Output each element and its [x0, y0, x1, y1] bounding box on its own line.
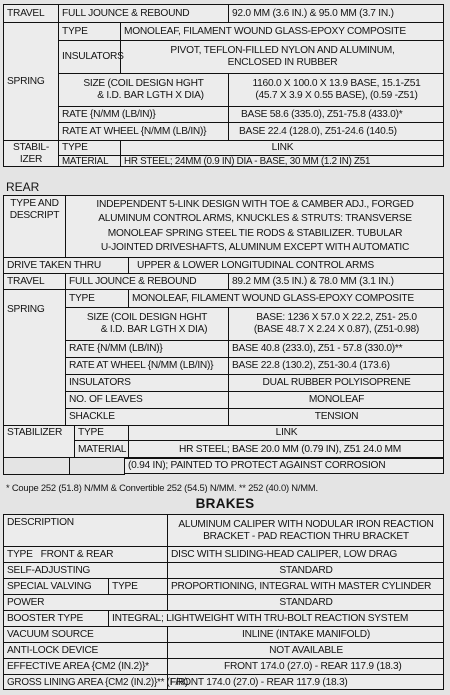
rear-travel-label: TRAVEL: [3, 273, 65, 289]
brakes-valving-label: SPECIAL VALVING: [3, 578, 108, 594]
brakes-power-label: POWER: [3, 594, 167, 610]
front-size-label-line2: & I.D. BAR LGTH X DIA): [97, 90, 204, 101]
front-insulators-line2: ENCLOSED IN RUBBER: [227, 57, 338, 68]
front-travel-value: 92.0 MM (3.6 IN.) & 95.0 MM (3.7 IN.): [228, 4, 444, 22]
rear-travel-value: 89.2 MM (3.5 IN.) & 78.0 MM (3.1 IN.): [228, 273, 444, 289]
rear-type-desc-label-line1: TYPE AND: [10, 198, 59, 209]
brakes-vacuum-value: INLINE (INTAKE MANIFOLD): [167, 626, 444, 642]
rear-type-desc-label-line2: DESCRIPT: [9, 210, 60, 221]
front-insulators-line1: PIVOT, TEFLON-FILLED NYLON AND ALUMINUM,: [170, 45, 395, 56]
front-spring-type-label: TYPE: [58, 22, 120, 40]
brakes-antilock-label: ANTI-LOCK DEVICE: [3, 642, 167, 658]
rear-spring-rate-value: BASE 40.8 (233.0), Z51 - 57.8 (330.0)**: [228, 340, 444, 357]
front-stabilizer-label-line2: IZER: [19, 154, 43, 165]
rear-suspension-table: [3, 195, 444, 458]
rear-type-desc-line: U-JOINTED DRIVESHAFTS, ALUMINUM EXCEPT WITH AUTOMATIC: [100, 242, 410, 253]
brakes-antilock-value: NOT AVAILABLE: [167, 642, 444, 658]
rear-spring-type-value: MONOLEAF, FILAMENT WOUND GLASS-EPOXY COMPOSITE: [128, 289, 444, 307]
rear-spring-rate-wheel-value: BASE 22.8 (130.2), Z51-30.4 (173.6): [228, 357, 444, 374]
brakes-effective-value: FRONT 174.0 (27.0) - REAR 117.9 (18.3): [167, 658, 444, 674]
brakes-booster-label: BOOSTER TYPE: [3, 610, 108, 626]
rear-travel-sub: FULL JOUNCE & REBOUND: [65, 273, 228, 289]
rear-type-desc-line: ALUMINUM CONTROL ARMS, KNUCKLES & STRUTS: TRANSVERSE: [98, 213, 412, 224]
rear-spring-shackle-value: TENSION: [228, 408, 444, 425]
front-spring-insulators-label: INSULATORS: [58, 40, 120, 73]
front-spring-rate-label: RATE {N/MM (LB/IN)}: [58, 106, 228, 122]
rear-spring-type-label: TYPE: [65, 289, 128, 307]
brakes-self-adj-label: SELF-ADJUSTING: [3, 562, 167, 578]
rear-spring-leaves-value: MONOLEAF: [228, 391, 444, 408]
rear-stabilizer-material-corner: [69, 458, 125, 475]
rear-spring-rate-label: RATE {N/MM (LB/IN)}: [65, 340, 228, 357]
brakes-valving-sub: TYPE: [108, 578, 167, 594]
rear-stabilizer-type-label: TYPE: [74, 425, 128, 440]
brakes-type-label: [3, 546, 167, 562]
front-spring-rate-value: BASE 58.6 (335.0), Z51-75.8 (433.0)*: [228, 106, 444, 122]
rear-stabilizer-type-value: LINK: [128, 425, 444, 440]
rear-spring-insulators-label: INSULATORS: [65, 374, 228, 391]
front-spring-size-value: [228, 73, 444, 106]
front-travel-sub: FULL JOUNCE & REBOUND: [58, 4, 228, 22]
brakes-description-line1: ALUMINUM CALIPER WITH NODULAR IRON REACTION: [178, 518, 434, 530]
brakes-vacuum-label: VACUUM SOURCE: [3, 626, 167, 642]
brakes-type-label-word: TYPE: [7, 548, 33, 560]
brakes-booster-value: INTEGRAL; LIGHTWEIGHT WITH TRU-BOLT REACTION SYSTEM: [108, 610, 444, 626]
rear-spring-insulators-value: DUAL RUBBER POLYISOPRENE: [228, 374, 444, 391]
rear-size-value-line2: (BASE 48.7 X 2.24 X 0.87), (Z51-0.98): [253, 324, 420, 335]
front-size-value-line1: 1160.0 X 100.0 X 13.9 BASE, 15.1-Z51: [252, 78, 421, 89]
front-travel-label: TRAVEL: [3, 4, 58, 22]
brakes-description-line2: BRACKET - PAD REACTION THRU BRACKET: [203, 530, 409, 542]
brakes-description-label: DESCRIPTION: [3, 514, 167, 546]
rear-stabilizer-corner: [3, 458, 69, 475]
brakes-heading: BRAKES: [195, 496, 255, 511]
brakes-power-value: STANDARD: [167, 594, 444, 610]
rear-stabilizer-material-value1: HR STEEL; BASE 20.0 MM (0.79 IN), Z51 24.0 MM: [128, 440, 444, 458]
rear-spring-size-label: [65, 307, 228, 340]
rear-type-desc-value: [65, 195, 444, 257]
front-spring-rate-wheel-label: RATE AT WHEEL {N/MM (LB/IN)}: [58, 122, 228, 140]
front-spring-label: SPRING: [3, 22, 58, 140]
rear-stabilizer-material-value2: (0.94 IN); PAINTED TO PROTECT AGAINST CORROSION: [124, 458, 444, 474]
rear-spring-rate-wheel-label: RATE AT WHEEL {N/MM (LB/IN)}: [65, 357, 228, 374]
rear-spring-size-value: [228, 307, 444, 340]
brakes-gross-value: FRONT 174.0 (27.0) - REAR 117.9 (18.3): [167, 674, 444, 690]
brakes-gross-label: GROSS LINING AREA {CM2 (IN.2)}** (F/R): [3, 674, 167, 690]
rear-type-desc-line: MONOLEAF SPRING STEEL TIE RODS & STABILIZER. TUBULAR: [107, 227, 403, 239]
rear-spring-shackle-label: SHACKLE: [65, 408, 228, 425]
front-spring-size-label: [58, 73, 228, 106]
rear-size-label-line1: SIZE (COIL DESIGN HGHT: [86, 312, 208, 323]
rear-size-label-line2: & I.D. BAR LGTH X DIA): [100, 324, 208, 335]
brakes-type-label-sub: FRONT & REAR: [40, 548, 114, 560]
brakes-table: [3, 514, 444, 690]
rear-footnote: * Coupe 252 (51.8) N/MM & Convertible 252 (54.5) N/MM. ** 252 (40.0) N/MM.: [6, 482, 318, 493]
brakes-description-value: [167, 514, 444, 546]
rear-type-desc-label: [3, 195, 65, 257]
rear-drive-label: DRIVE TAKEN THRU: [3, 257, 128, 273]
rear-size-value-line1: BASE: 1236 X 57.0 X 22.2, Z51- 25.0: [256, 312, 417, 323]
front-stabilizer-type-value: LINK: [120, 140, 444, 155]
front-spring-insulators-value: [120, 40, 444, 73]
rear-drive-value: UPPER & LOWER LONGITUDINAL CONTROL ARMS: [128, 257, 444, 273]
brakes-self-adj-value: STANDARD: [167, 562, 444, 578]
front-stabilizer-type-label: TYPE: [58, 140, 120, 155]
front-size-value-line2: (45.7 X 3.9 X 0.55 BASE), (0.59 -Z51): [255, 90, 418, 101]
rear-stabilizer-label: STABILIZER: [3, 425, 74, 458]
rear-spring-label: SPRING: [3, 289, 65, 425]
front-suspension-table: [3, 4, 444, 167]
front-spring-rate-wheel-value: BASE 22.4 (128.0), Z51-24.6 (140.5): [228, 122, 444, 140]
brakes-effective-label: EFFECTIVE AREA {CM2 (IN.2)}*: [3, 658, 167, 674]
front-stabilizer-material-value: HR STEEL; 24MM (0.9 IN) DIA - BASE, 30 MM (1.2 IN) Z51: [120, 155, 444, 167]
rear-spring-leaves-label: NO. OF LEAVES: [65, 391, 228, 408]
front-spring-type-value: MONOLEAF, FILAMENT WOUND GLASS-EPOXY COMPOSITE: [120, 22, 444, 40]
front-size-label-line1: SIZE (COIL DESIGN HGHT: [83, 78, 204, 89]
rear-stabilizer-material-label: MATERIAL: [74, 440, 128, 458]
brakes-type-value: DISC WITH SLIDING-HEAD CALIPER, LOW DRAG: [167, 546, 444, 562]
brakes-valving-value: PROPORTIONING, INTEGRAL WITH MASTER CYLINDER: [167, 578, 444, 594]
front-stabilizer-label: [3, 140, 58, 167]
rear-type-desc-line: INDEPENDENT 5-LINK DESIGN WITH TOE & CAMBER ADJ., FORGED: [96, 198, 414, 210]
rear-heading: REAR: [6, 180, 40, 194]
front-stabilizer-material-label: MATERIAL: [58, 155, 120, 167]
front-stabilizer-label-line1: STABIL-: [13, 142, 49, 153]
